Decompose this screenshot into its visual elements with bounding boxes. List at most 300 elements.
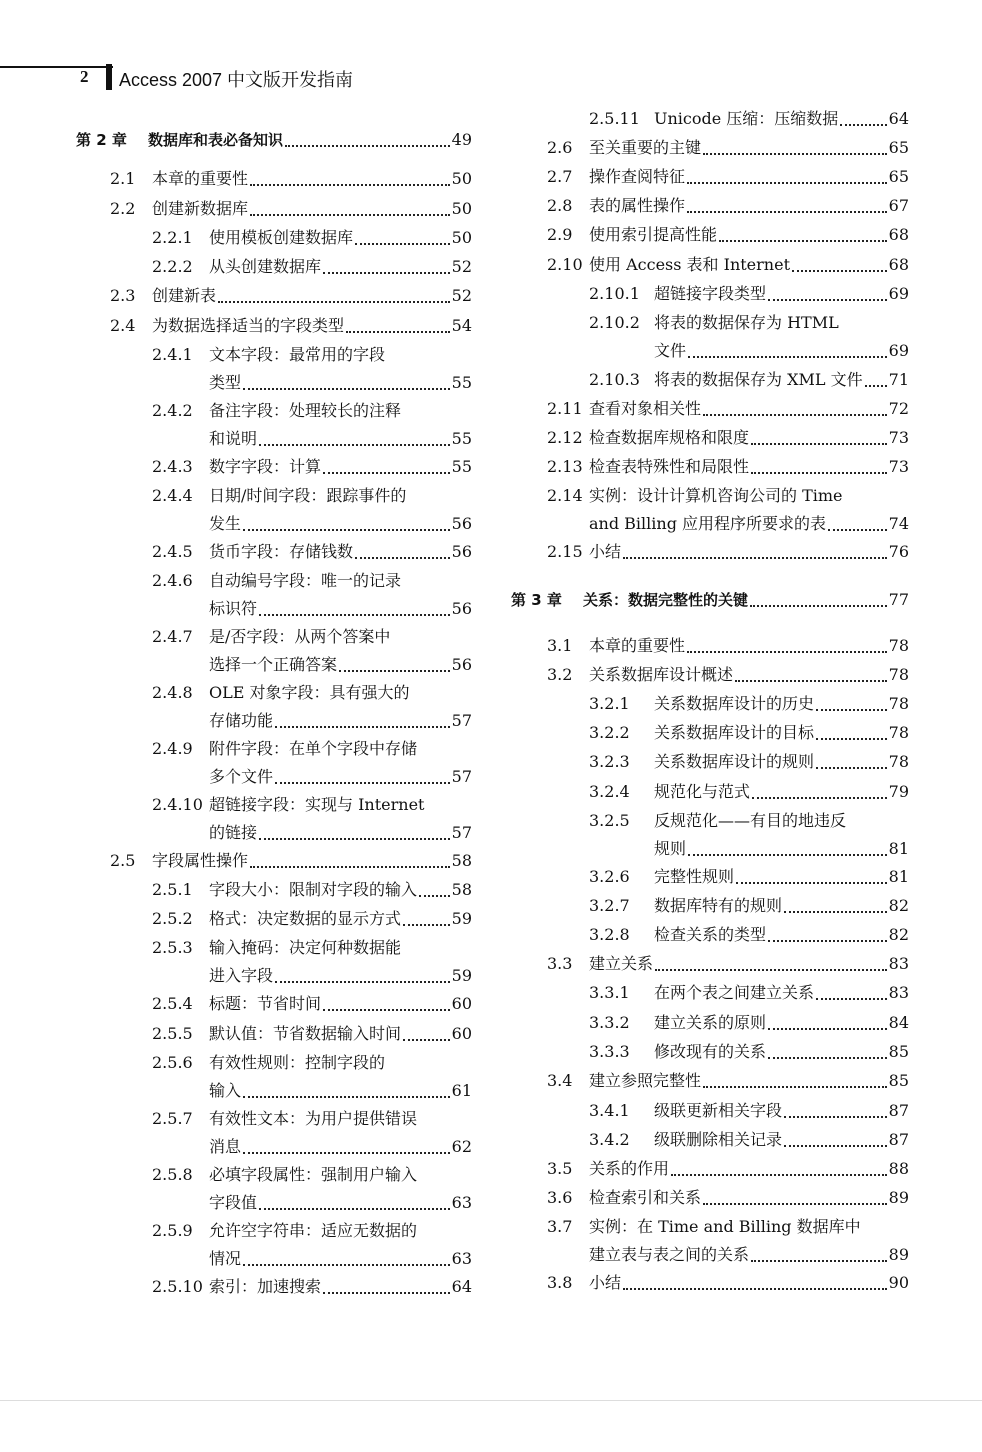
toc-section-entry [511, 138, 909, 158]
toc-entry-number: 2.5.6 [152, 1053, 193, 1072]
toc-subsection-entry [76, 1165, 472, 1213]
toc-entry-number: 第 2 章 [76, 131, 127, 149]
toc-entry-page: 60 [451, 1024, 472, 1043]
toc-entry-number: 2.4.5 [152, 542, 193, 561]
toc-subsection-entry [511, 867, 909, 887]
toc-entry-number: 2.12 [547, 428, 583, 447]
toc-entry-title: 级联更新相关字段 [654, 1101, 783, 1120]
toc-subsection-entry [511, 1101, 909, 1121]
toc-entry-title-continued: 类型 [209, 373, 242, 392]
toc-entry-page: 89 [888, 1188, 909, 1207]
toc-entry-number: 2.8 [547, 196, 573, 215]
toc-subsection-entry [511, 313, 909, 361]
toc-subsection-entry [511, 1042, 909, 1062]
toc-entry-page: 82 [888, 896, 909, 915]
toc-entry-title-continued: 存储功能 [209, 711, 274, 730]
toc-section-entry [511, 225, 909, 245]
toc-leader-dots [323, 1292, 450, 1294]
toc-entry-page: 56 [451, 599, 472, 618]
toc-entry-title: 货币字段：存储钱数 [209, 542, 354, 561]
scan-edge-line [0, 1400, 982, 1401]
toc-entry-number: 3.3.3 [589, 1042, 630, 1061]
toc-entry-title: 操作查阅特征 [589, 167, 686, 186]
toc-entry-page: 78 [888, 694, 909, 713]
toc-entry-page: 74 [888, 514, 909, 533]
toc-leader-dots [259, 444, 450, 446]
toc-entry-page: 89 [888, 1245, 909, 1264]
toc-leader-dots [355, 557, 450, 559]
toc-entry-title: Unicode 压缩：压缩数据 [654, 109, 839, 128]
toc-section-entry [511, 167, 909, 187]
toc-leader-dots [719, 240, 887, 242]
toc-section-entry [76, 169, 472, 189]
toc-entry-title-continued: 情况 [209, 1249, 242, 1268]
toc-leader-dots [346, 331, 450, 333]
toc-entry-title: 日期/时间字段：跟踪事件的 [209, 486, 407, 505]
toc-leader-dots [687, 182, 887, 184]
toc-entry-title: 数据库特有的规则 [654, 896, 783, 915]
toc-subsection-entry [76, 1277, 472, 1297]
toc-entry-title: 修改现有的关系 [654, 1042, 767, 1061]
toc-leader-dots [703, 1203, 887, 1205]
toc-entry-page: 49 [451, 130, 472, 149]
toc-entry-page: 52 [451, 257, 472, 276]
toc-entry-page: 72 [888, 399, 909, 418]
toc-entry-title: 默认值：节省数据输入时间 [209, 1024, 402, 1043]
toc-entry-number: 2.5.7 [152, 1109, 193, 1128]
toc-subsection-entry [511, 811, 909, 859]
toc-entry-title: 关系的作用 [589, 1159, 670, 1178]
toc-entry-page: 88 [888, 1159, 909, 1178]
toc-subsection-entry [511, 925, 909, 945]
toc-leader-dots [828, 529, 887, 531]
toc-entry-number: 3.5 [547, 1159, 573, 1178]
toc-subsection-entry [76, 1024, 472, 1044]
toc-leader-dots [243, 1096, 450, 1098]
toc-section-entry [511, 1071, 909, 1091]
toc-subsection-entry [76, 739, 472, 787]
toc-entry-page: 57 [451, 711, 472, 730]
toc-entry-number: 3.7 [547, 1217, 573, 1236]
toc-entry-title: 数据库和表必备知识 [148, 131, 284, 149]
toc-entry-title: 表的属性操作 [589, 196, 686, 215]
toc-entry-page: 87 [888, 1130, 909, 1149]
toc-entry-title: 必填字段属性：强制用户输入 [209, 1165, 418, 1184]
toc-entry-page: 63 [451, 1193, 472, 1212]
toc-entry-page: 68 [888, 255, 909, 274]
toc-entry-title: 格式：决定数据的显示方式 [209, 909, 402, 928]
toc-entry-title: 关系数据库设计的历史 [654, 694, 815, 713]
toc-entry-title-continued: 标识符 [209, 599, 258, 618]
toc-entry-title: 反规范化——有目的地违反 [654, 811, 847, 830]
toc-entry-title-continued: 和说明 [209, 429, 258, 448]
toc-entry-number: 2.4.9 [152, 739, 193, 758]
toc-leader-dots [688, 854, 887, 856]
toc-entry-number: 3.2.1 [589, 694, 630, 713]
toc-subsection-entry [76, 909, 472, 929]
toc-subsection-entry [76, 401, 472, 449]
toc-entry-page: 60 [451, 994, 472, 1013]
toc-entry-number: 3.6 [547, 1188, 573, 1207]
toc-entry-number: 2.11 [547, 399, 583, 418]
toc-subsection-entry [76, 938, 472, 986]
toc-entry-number: 3.2.7 [589, 896, 630, 915]
toc-entry-number: 2.13 [547, 457, 583, 476]
toc-leader-dots [840, 124, 886, 126]
toc-entry-title: 建立关系 [589, 954, 654, 973]
toc-leader-dots [250, 184, 450, 186]
toc-entry-title: 创建新表 [152, 286, 217, 305]
toc-leader-dots [751, 443, 887, 445]
toc-entry-title: 将表的数据保存为 XML 文件 [654, 370, 863, 389]
toc-entry-title: 本章的重要性 [152, 169, 249, 188]
toc-entry-number: 3.2.6 [589, 867, 630, 886]
toc-section-entry [511, 1159, 909, 1179]
toc-entry-number: 2.5.5 [152, 1024, 193, 1043]
toc-entry-number: 2.10.3 [589, 370, 640, 389]
toc-entry-number: 2.2.1 [152, 228, 193, 247]
toc-entry-number: 2.5.1 [152, 880, 193, 899]
toc-entry-page: 78 [888, 723, 909, 742]
toc-entry-title: 检查索引和关系 [589, 1188, 702, 1207]
toc-entry-number: 3.1 [547, 636, 573, 655]
toc-entry-title: 关系数据库设计的规则 [654, 752, 815, 771]
toc-leader-dots [816, 767, 887, 769]
toc-leader-dots [243, 1152, 450, 1154]
toc-leader-dots [323, 1009, 450, 1011]
toc-section-entry [511, 542, 909, 562]
toc-entry-title: 备注字段：处理较长的注释 [209, 401, 402, 420]
toc-subsection-entry [511, 752, 909, 772]
toc-subsection-entry [76, 345, 472, 393]
toc-leader-dots [275, 981, 450, 983]
toc-leader-dots [751, 1260, 887, 1262]
toc-entry-number: 2.4.3 [152, 457, 193, 476]
toc-section-entry [511, 636, 909, 656]
toc-section-entry [511, 486, 909, 534]
toc-leader-dots [752, 797, 887, 799]
toc-entry-title-continued: 文件 [654, 341, 687, 360]
toc-entry-number: 2.4 [110, 316, 136, 335]
toc-entry-page: 58 [451, 851, 472, 870]
toc-entry-number: 2.6 [547, 138, 573, 157]
toc-entry-title: 关系：数据完整性的关键 [583, 591, 749, 609]
toc-entry-number: 3.4 [547, 1071, 573, 1090]
toc-section-entry [76, 316, 472, 336]
toc-leader-dots [703, 1086, 887, 1088]
toc-entry-page: 77 [888, 590, 909, 609]
toc-leader-dots [688, 356, 887, 358]
toc-entry-page: 64 [888, 109, 909, 128]
toc-entry-title: 实例：在 Time and Billing 数据库中 [589, 1217, 861, 1236]
toc-entry-page: 90 [888, 1273, 909, 1292]
toc-entry-page: 85 [888, 1071, 909, 1090]
toc-leader-dots [259, 1208, 450, 1210]
toc-subsection-entry [76, 795, 472, 843]
toc-entry-number: 2.4.2 [152, 401, 193, 420]
toc-entry-number: 3.3.1 [589, 983, 630, 1002]
toc-entry-page: 78 [888, 636, 909, 655]
toc-entry-page: 76 [888, 542, 909, 561]
toc-entry-title: 字段属性操作 [152, 851, 249, 870]
toc-leader-dots [816, 998, 887, 1000]
toc-entry-page: 50 [451, 169, 472, 188]
toc-entry-page: 55 [451, 429, 472, 448]
toc-entry-page: 57 [451, 767, 472, 786]
toc-entry-page: 65 [888, 138, 909, 157]
toc-entry-page: 56 [451, 514, 472, 533]
toc-entry-page: 50 [451, 228, 472, 247]
toc-subsection-entry [511, 782, 909, 802]
toc-entry-page: 78 [888, 752, 909, 771]
toc-entry-title: 级联删除相关记录 [654, 1130, 783, 1149]
toc-subsection-entry [76, 1109, 472, 1157]
toc-entry-title: 使用 Access 表和 Internet [589, 255, 791, 274]
toc-entry-title: 小结 [589, 542, 622, 561]
toc-entry-title: 建立参照完整性 [589, 1071, 702, 1090]
toc-leader-dots [250, 866, 450, 868]
toc-leader-dots [703, 414, 887, 416]
toc-leader-dots [784, 911, 887, 913]
toc-subsection-entry [511, 694, 909, 714]
toc-entry-number: 3.2.4 [589, 782, 630, 801]
toc-entry-title: 使用索引提高性能 [589, 225, 718, 244]
toc-entry-page: 85 [888, 1042, 909, 1061]
toc-section-entry [511, 457, 909, 477]
toc-entry-title-continued: 发生 [209, 514, 242, 533]
toc-entry-number: 3.2 [547, 665, 573, 684]
toc-entry-number: 2.2 [110, 199, 136, 218]
toc-entry-title: 自动编号字段：唯一的记录 [209, 571, 402, 590]
toc-entry-page: 82 [888, 925, 909, 944]
toc-entry-page: 69 [888, 341, 909, 360]
toc-leader-dots [687, 211, 887, 213]
toc-leader-dots [275, 782, 450, 784]
toc-entry-page: 81 [888, 839, 909, 858]
toc-entry-title: 有效性规则：控制字段的 [209, 1053, 386, 1072]
toc-entry-number: 3.4.1 [589, 1101, 630, 1120]
toc-entry-number: 2.5.9 [152, 1221, 193, 1240]
toc-entry-page: 50 [451, 199, 472, 218]
toc-leader-dots [623, 1288, 887, 1290]
toc-leader-dots [768, 299, 887, 301]
toc-entry-page: 73 [888, 428, 909, 447]
toc-entry-number: 2.3 [110, 286, 136, 305]
toc-leader-dots [750, 605, 887, 607]
toc-subsection-entry [76, 1221, 472, 1269]
toc-leader-dots [623, 557, 887, 559]
toc-leader-dots [403, 1039, 450, 1041]
toc-entry-page: 67 [888, 196, 909, 215]
book-title: Access 2007 中文版开发指南 [119, 70, 354, 90]
toc-leader-dots [403, 924, 450, 926]
toc-section-entry [76, 199, 472, 219]
toc-entry-page: 55 [451, 457, 472, 476]
toc-entry-title: 字段大小：限制对字段的输入 [209, 880, 418, 899]
toc-entry-title: 规范化与范式 [654, 782, 751, 801]
toc-section-entry [511, 1273, 909, 1293]
toc-leader-dots [419, 895, 450, 897]
toc-leader-dots [655, 969, 887, 971]
toc-leader-dots [323, 472, 450, 474]
toc-subsection-entry [511, 1130, 909, 1150]
toc-section-entry [511, 1188, 909, 1208]
toc-entry-page: 84 [888, 1013, 909, 1032]
toc-entry-page: 83 [888, 983, 909, 1002]
toc-subsection-entry [76, 228, 472, 248]
toc-entry-title: 文本字段：最常用的字段 [209, 345, 386, 364]
toc-entry-page: 62 [451, 1137, 472, 1156]
toc-leader-dots [768, 1028, 887, 1030]
toc-leader-dots [751, 472, 887, 474]
toc-entry-page: 56 [451, 542, 472, 561]
toc-entry-number: 2.5.2 [152, 909, 193, 928]
toc-leader-dots [218, 301, 450, 303]
toc-entry-number: 2.4.1 [152, 345, 193, 364]
toc-section-entry [76, 286, 472, 306]
toc-entry-page: 78 [888, 665, 909, 684]
toc-chapter-entry [76, 130, 472, 150]
toc-entry-number: 2.7 [547, 167, 573, 186]
toc-entry-title: 完整性规则 [654, 867, 735, 886]
toc-leader-dots [816, 738, 887, 740]
toc-subsection-entry [76, 683, 472, 731]
toc-subsection-entry [511, 983, 909, 1003]
toc-subsection-entry [76, 257, 472, 277]
toc-entry-title: 标题：节省时间 [209, 994, 322, 1013]
toc-entry-number: 2.4.6 [152, 571, 193, 590]
toc-entry-title: 本章的重要性 [589, 636, 686, 655]
toc-section-entry [511, 255, 909, 275]
toc-entry-title-continued: 规则 [654, 839, 687, 858]
toc-entry-title: 关系数据库设计的目标 [654, 723, 815, 742]
toc-entry-number: 2.5.11 [589, 109, 640, 128]
toc-entry-title: 检查数据库规格和限度 [589, 428, 750, 447]
toc-leader-dots [243, 529, 450, 531]
toc-entry-title: 至关重要的主键 [589, 138, 702, 157]
toc-entry-page: 54 [451, 316, 472, 335]
toc-section-entry [511, 1217, 909, 1265]
toc-entry-title-continued: 进入字段 [209, 966, 274, 985]
toc-entry-page: 71 [888, 370, 909, 389]
toc-entry-page: 61 [451, 1081, 472, 1100]
toc-leader-dots [736, 882, 887, 884]
toc-leader-dots [339, 670, 450, 672]
toc-entry-title-continued: 建立表与表之间的关系 [589, 1245, 750, 1264]
toc-leader-dots [784, 1145, 887, 1147]
toc-entry-number: 3.2.5 [589, 811, 630, 830]
toc-entry-number: 3.2.3 [589, 752, 630, 771]
toc-entry-page: 87 [888, 1101, 909, 1120]
toc-entry-title: 查看对象相关性 [589, 399, 702, 418]
header-bar [106, 64, 112, 90]
toc-subsection-entry [76, 457, 472, 477]
toc-entry-number: 3.3 [547, 954, 573, 973]
toc-entry-title: OLE 对象字段：具有强大的 [209, 683, 410, 702]
toc-section-entry [511, 196, 909, 216]
toc-entry-number: 第 3 章 [511, 591, 562, 609]
toc-entry-number: 3.4.2 [589, 1130, 630, 1149]
toc-entry-title-continued: 选择一个正确答案 [209, 655, 338, 674]
toc-entry-page: 59 [451, 966, 472, 985]
toc-entry-title-continued: 消息 [209, 1137, 242, 1156]
toc-entry-number: 3.2.8 [589, 925, 630, 944]
toc-entry-title: 使用模板创建数据库 [209, 228, 354, 247]
toc-entry-page: 64 [451, 1277, 472, 1296]
toc-entry-number: 2.5.10 [152, 1277, 203, 1296]
toc-leader-dots [735, 680, 887, 682]
toc-entry-page: 73 [888, 457, 909, 476]
toc-entry-number: 2.2.2 [152, 257, 193, 276]
toc-entry-title: 超链接字段类型 [654, 284, 767, 303]
toc-entry-page: 59 [451, 909, 472, 928]
toc-section-entry [511, 428, 909, 448]
toc-entry-title: 是/否字段：从两个答案中 [209, 627, 391, 646]
toc-entry-page: 79 [888, 782, 909, 801]
toc-entry-title: 关系数据库设计概述 [589, 665, 734, 684]
toc-subsection-entry [76, 880, 472, 900]
toc-leader-dots [687, 651, 887, 653]
toc-entry-page: 69 [888, 284, 909, 303]
toc-leader-dots [768, 940, 887, 942]
toc-subsection-entry [511, 370, 909, 390]
toc-entry-title: 在两个表之间建立关系 [654, 983, 815, 1002]
toc-subsection-entry [76, 542, 472, 562]
header-rule [0, 66, 113, 68]
toc-subsection-entry [511, 723, 909, 743]
toc-leader-dots [784, 1116, 887, 1118]
toc-entry-title: 从头创建数据库 [209, 257, 322, 276]
toc-leader-dots [703, 153, 887, 155]
toc-section-entry [511, 954, 909, 974]
toc-entry-title: 将表的数据保存为 HTML [654, 313, 839, 332]
toc-entry-page: 65 [888, 167, 909, 186]
toc-entry-number: 2.1 [110, 169, 136, 188]
toc-leader-dots [792, 270, 887, 272]
toc-section-entry [511, 399, 909, 419]
toc-subsection-entry [76, 994, 472, 1014]
toc-entry-title: 为数据选择适当的字段类型 [152, 316, 345, 335]
toc-entry-number: 2.14 [547, 486, 583, 505]
toc-leader-dots [259, 614, 450, 616]
toc-entry-title: 实例：设计计算机咨询公司的 Time [589, 486, 843, 505]
toc-entry-title-continued: and Billing 应用程序所要求的表 [589, 514, 827, 533]
toc-entry-title: 创建新数据库 [152, 199, 249, 218]
toc-entry-page: 58 [451, 880, 472, 899]
toc-entry-title: 输入掩码：决定何种数据能 [209, 938, 402, 957]
toc-section-entry [511, 665, 909, 685]
toc-leader-dots [250, 214, 450, 216]
page-number: 2 [80, 67, 89, 86]
toc-entry-number: 2.15 [547, 542, 583, 561]
toc-entry-number: 2.4.4 [152, 486, 193, 505]
toc-entry-number: 2.10.1 [589, 284, 640, 303]
toc-leader-dots [768, 1057, 887, 1059]
toc-entry-number: 2.9 [547, 225, 573, 244]
toc-entry-page: 52 [451, 286, 472, 305]
toc-leader-dots [865, 385, 887, 387]
toc-entry-page: 56 [451, 655, 472, 674]
toc-leader-dots [243, 388, 450, 390]
toc-entry-number: 3.2.2 [589, 723, 630, 742]
toc-leader-dots [275, 726, 450, 728]
toc-entry-title: 有效性文本：为用户提供错误 [209, 1109, 418, 1128]
toc-entry-page: 57 [451, 823, 472, 842]
toc-entry-number: 3.8 [547, 1273, 573, 1292]
toc-subsection-entry [76, 571, 472, 619]
toc-leader-dots [323, 272, 450, 274]
toc-entry-number: 2.4.7 [152, 627, 193, 646]
